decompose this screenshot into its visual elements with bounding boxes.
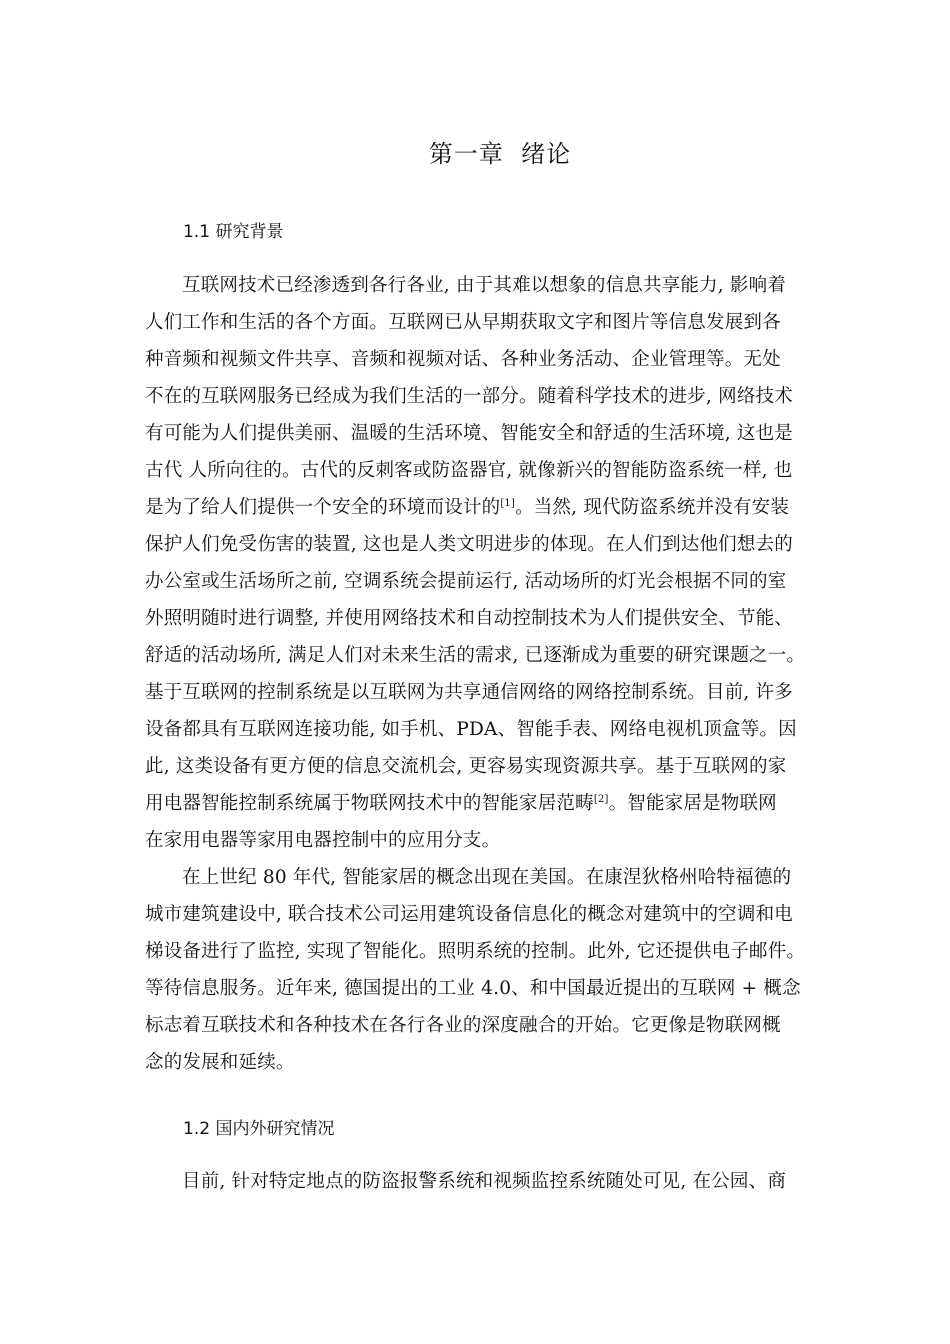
line-text: 是为了给人们提供一个安全的环境而设计的 [145,497,501,518]
paragraph-line: 有可能为人们提供美丽、温暖的生活环境、智能安全和舒适的生活环境, 这也是 [145,423,793,444]
paragraph-line: 不在的互联网服务已经成为我们生活的一部分。随着科学技术的进步, 网络技术 [145,386,793,407]
section-heading-1-1: 1.1 研究背景 [183,222,284,242]
paragraph-line: 基于互联网的控制系统是以互联网为共享通信网络的网络控制系统。目前, 许多 [145,682,793,703]
line-text: 用电器智能控制系统属于物联网技术中的智能家居范畴 [145,793,594,814]
citation-marker: [1] [500,498,516,509]
paragraph-line: 标志着互联技术和各种技术在各行各业的深度融合的开始。它更像是物联网概 [145,1015,781,1036]
paragraph-line: 互联网技术已经渗透到各行各业, 由于其难以想象的信息共享能力, 影响着 [182,275,787,296]
paragraph-line: 念的发展和延续。 [145,1052,295,1073]
citation-marker: [2] [593,794,609,805]
line-text: 。当然, 现代防盗系统并没有安装 [515,497,790,518]
paragraph-line: 梯设备进行了监控, 实现了智能化。照明系统的控制。此外, 它还提供电子邮件。 [145,941,806,962]
section-1-2-body [145,1163,825,1200]
paragraph-line: 办公室或生活场所之前, 空调系统会提前运行, 活动场所的灯光会根据不同的室 [145,571,787,592]
paragraph-line: 等待信息服务。近年来, 德国提出的工业 4.0、和中国最近提出的互联网 + 概念 [145,978,801,999]
paragraph-line: 在家用电器等家用电器控制中的应用分支。 [145,830,501,851]
paragraph-line-with-citation [145,785,825,822]
paragraph-line: 城市建筑建设中, 联合技术公司运用建筑设备信息化的概念对建筑中的空调和电 [145,904,793,925]
paragraph-line: 人们工作和生活的各个方面。互联网已从早期获取文字和图片等信息发展到各 [145,312,781,333]
section-heading-1-2: 1.2 国内外研究情况 [183,1119,335,1139]
paragraph-line: 舒适的活动场所, 满足人们对未来生活的需求, 已逐渐成为重要的研究课题之一。 [145,645,806,666]
section-1-1-body [145,267,825,1081]
paragraph-line: 种音频和视频文件共享、音频和视频对话、各种业务活动、企业管理等。无处 [145,349,781,370]
paragraph-line: 在上世纪 80 年代, 智能家居的概念出现在美国。在康涅狄格州哈特福德的 [182,867,792,888]
line-text: 。智能家居是物联网 [608,793,777,814]
paragraph-line: 此, 这类设备有更方便的信息交流机会, 更容易实现资源共享。基于互联网的家 [145,756,787,777]
paragraph-line: 外照明随时进行调整, 并使用网络技术和自动控制技术为人们提供安全、节能、 [145,608,793,629]
paragraph-line: 古代 人所向往的。古代的反刺客或防盗器官, 就像新兴的智能防盗系统一样, 也 [145,460,793,481]
paragraph-line: 保护人们免受伤害的装置, 这也是人类文明进步的体现。在人们到达他们想去的 [145,534,793,555]
chapter-title: 第一章 绪论 [428,140,572,168]
paragraph-line: 目前, 针对特定地点的防盗报警系统和视频监控系统随处可见, 在公园、商 [182,1171,787,1192]
paragraph-line: 设备都具有互联网连接功能, 如手机、PDA、智能手表、网络电视机顶盒等。因 [145,719,797,740]
paragraph-line-with-citation [145,489,825,526]
